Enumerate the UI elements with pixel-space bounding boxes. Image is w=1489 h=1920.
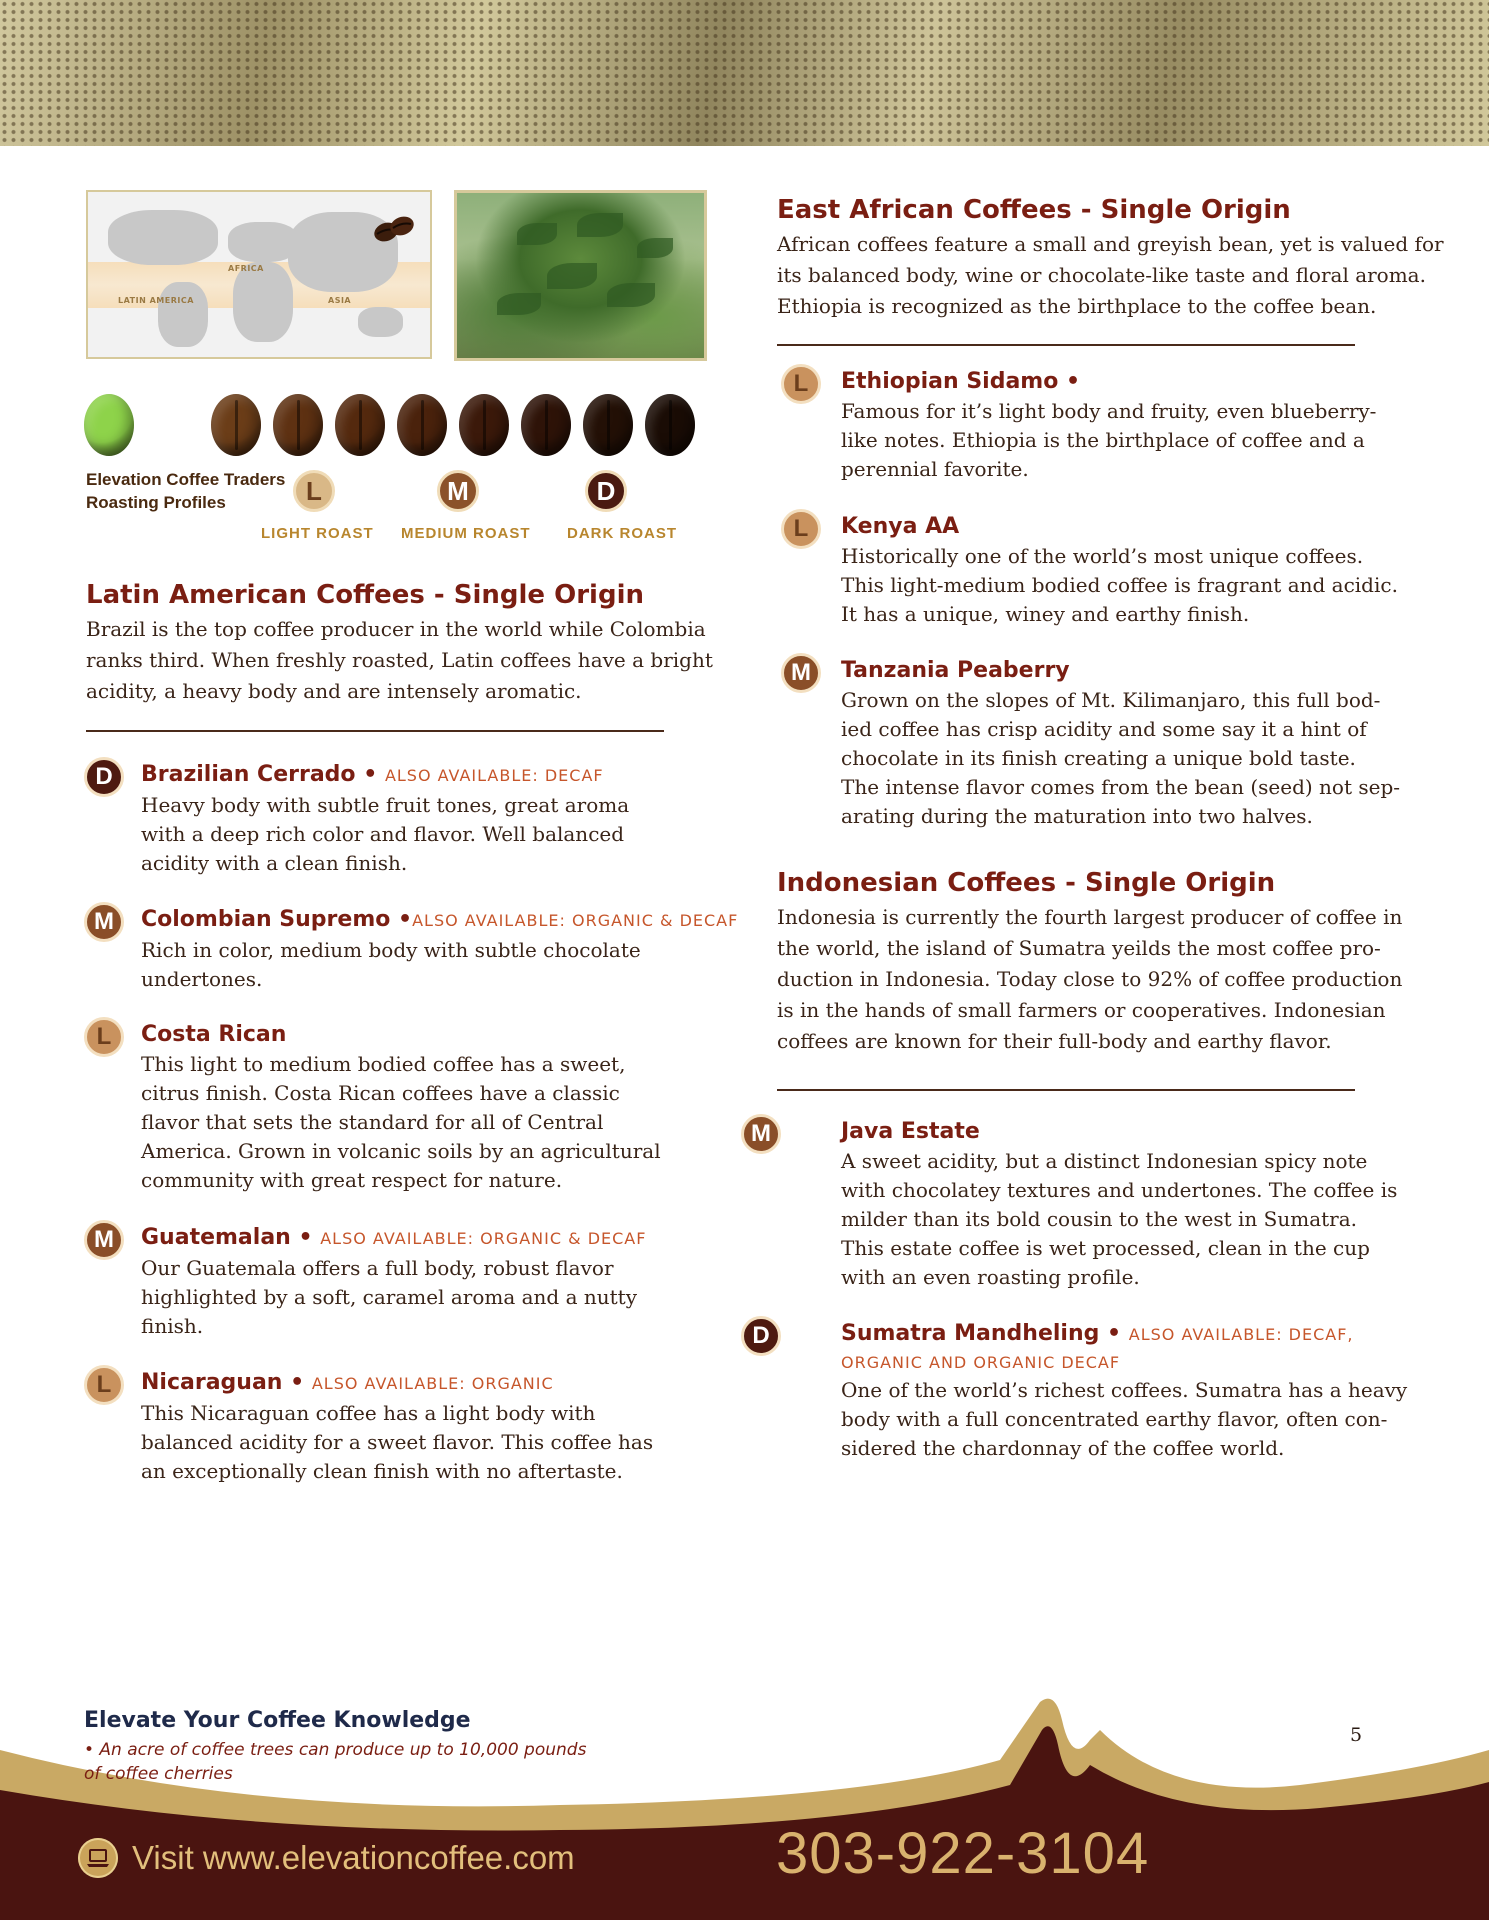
coffee-description-line: flavor that sets the standard for all of Central (141, 1110, 604, 1134)
phone-number[interactable]: 303-922-3104 (776, 1821, 1150, 1886)
coffee-name: Tanzania Peaberry (841, 658, 1070, 683)
east-african-body-line: African coffees feature a small and greyish bean, yet is valued for (777, 232, 1444, 256)
roast-level-badge: M (84, 902, 124, 942)
coffee-description-line: The intense flavor comes from the bean (seed) not sep- (841, 775, 1401, 799)
coffee-item (84, 1223, 764, 1341)
roasted-bean (397, 394, 447, 456)
roast-level-badge: M (741, 1114, 781, 1154)
name-separator: • (390, 907, 413, 932)
coffee-item (741, 1117, 1461, 1292)
also-available-note: ALSO AVAILABLE: DECAF, (1128, 1325, 1354, 1344)
latin-section-body (86, 614, 726, 707)
coffee-item (741, 1319, 1461, 1463)
coffee-description-line: This light-medium bodied coffee is fragrant and acidic. (841, 573, 1398, 597)
map-north-america (108, 210, 218, 265)
coffee-description-line: arating during the maturation into two halves. (841, 804, 1313, 828)
coffee-description-line: with an even roasting profile. (841, 1265, 1140, 1289)
indonesian-section-body (777, 902, 1457, 1057)
roasted-bean (211, 394, 261, 456)
coffee-name-line (841, 1319, 1461, 1350)
map-south-america (158, 282, 208, 347)
dark-roast-badge: D (585, 470, 627, 512)
burlap-banner (0, 0, 1489, 146)
roast-level-badge: L (781, 509, 821, 549)
coffee-description-line: like notes. Ethiopia is the birthplace of coffee and a (841, 428, 1365, 452)
roasted-bean (273, 394, 323, 456)
coffee-description-line: body with a full concentrated earthy flavor, often con- (841, 1407, 1388, 1431)
latin-section-title: Latin American Coffees - Single Origin (86, 580, 644, 610)
indonesian-divider (777, 1089, 1355, 1091)
indonesian-body-line: duction in Indonesia. Today close to 92% of coffee production (777, 967, 1403, 991)
east-african-section-title: East African Coffees - Single Origin (777, 195, 1291, 225)
coffee-name-line (141, 1223, 764, 1254)
coffee-description-line: balanced acidity for a sweet flavor. This coffee has (141, 1430, 654, 1454)
name-separator: • (1058, 369, 1081, 394)
light-roast-label: LIGHT ROAST (261, 525, 374, 542)
map-label-africa: AFRICA (228, 264, 264, 273)
coffee-description-line: finish. (141, 1314, 204, 1338)
coffee-description-line: America. Grown in volcanic soils by an agricultural (141, 1139, 661, 1163)
coffee-name-line (141, 1368, 764, 1399)
coffee-description-line: perennial favorite. (841, 457, 1029, 481)
coffee-description-line: undertones. (141, 967, 263, 991)
latin-divider (86, 730, 664, 732)
website-url[interactable]: Visit www.elevationcoffee.com (132, 1839, 575, 1876)
latin-body-line: Brazil is the top coffee producer in the world while Colombia (86, 617, 706, 641)
coffee-name: Costa Rican (141, 1022, 287, 1047)
coffee-name: Brazilian Cerrado (141, 762, 356, 787)
medium-roast-badge: M (437, 470, 479, 512)
coffee-plant-photo (454, 190, 707, 361)
leaf (637, 238, 673, 258)
medium-roast-label: MEDIUM ROAST (401, 525, 531, 542)
latin-body-line: ranks third. When freshly roasted, Latin coffees have a bright (86, 648, 713, 672)
coffee-name-line (841, 512, 1461, 542)
coffee-description-line: This light to medium bodied coffee has a sweet, (141, 1052, 626, 1076)
coffee-description-line: One of the world’s richest coffees. Sumatra has a heavy (841, 1378, 1408, 1402)
light-roast-badge: L (293, 470, 335, 512)
coffee-name: Java Estate (841, 1119, 980, 1144)
green-bean (84, 394, 134, 456)
east-african-section-body (777, 229, 1457, 322)
coffee-item (781, 367, 1461, 484)
coffee-name-line (141, 1020, 764, 1050)
coffee-item (781, 512, 1461, 629)
coffee-description-line: highlighted by a soft, caramel aroma and a nutty (141, 1285, 637, 1309)
map-australia (358, 307, 403, 337)
coffee-description-line: with a deep rich color and flavor. Well balanced (141, 822, 625, 846)
coffee-name: Sumatra Mandheling (841, 1321, 1100, 1346)
roasting-profiles-title (86, 468, 285, 514)
east-african-body-line: its balanced body, wine or chocolate-like taste and floral aroma. (777, 263, 1426, 287)
tip-title: Elevate Your Coffee Knowledge (84, 1708, 471, 1733)
coffee-item (781, 656, 1461, 831)
roasting-title-line2: Roasting Profiles (86, 493, 226, 512)
map-africa (233, 262, 293, 342)
indonesian-section-title: Indonesian Coffees - Single Origin (777, 868, 1276, 898)
dark-roast-label: DARK ROAST (567, 525, 677, 542)
east-african-divider (777, 344, 1355, 346)
roasted-bean (459, 394, 509, 456)
laptop-icon (78, 1838, 118, 1878)
coffee-description-line: Famous for it’s light body and fruity, even blueberry- (841, 399, 1377, 423)
map-label-asia: ASIA (328, 296, 352, 305)
roasted-bean (335, 394, 385, 456)
coffee-description-line: chocolate in its finish creating a unique bold taste. (841, 746, 1356, 770)
name-separator: • (290, 1225, 321, 1250)
coffee-item (84, 760, 764, 878)
east-african-body-line: Ethiopia is recognized as the birthplace to the coffee bean. (777, 294, 1377, 318)
coffee-description-line: Grown on the slopes of Mt. Kilimanjaro, this full bod- (841, 688, 1381, 712)
name-separator: • (282, 1370, 312, 1395)
coffee-name: Colombian Supremo (141, 907, 391, 932)
latin-body-line: acidity, a heavy body and are intensely aromatic. (86, 679, 582, 703)
also-available-note: ORGANIC AND ORGANIC DECAF (841, 1353, 1121, 1372)
tip-text (84, 1738, 644, 1786)
tip-text-line: of coffee cherries (84, 1764, 233, 1784)
coffee-description-line: citrus finish. Costa Rican coffees have a classic (141, 1081, 620, 1105)
coffee-item (84, 1368, 764, 1486)
coffee-description-line: milder than its bold cousin to the west in Sumatra. (841, 1207, 1358, 1231)
coffee-name-line (841, 1117, 1461, 1147)
coffee-description-line: with chocolatey textures and undertones. The coffee is (841, 1178, 1398, 1202)
leaf (547, 263, 597, 289)
leaf (517, 223, 557, 245)
name-separator: • (355, 762, 385, 787)
world-map-image (86, 190, 432, 359)
coffee-description-line: community with great respect for nature. (141, 1168, 563, 1192)
also-available-note: ALSO AVAILABLE: ORGANIC & DECAF (320, 1229, 647, 1248)
coffee-description-line: Heavy body with subtle fruit tones, great aroma (141, 793, 630, 817)
coffee-description-line: Our Guatemala offers a full body, robust flavor (141, 1256, 614, 1280)
coffee-description-line: sidered the chardonnay of the coffee world. (841, 1436, 1285, 1460)
roast-level-badge: D (84, 757, 124, 797)
roast-level-badge: M (84, 1220, 124, 1260)
roast-scale-beans (84, 394, 704, 458)
indonesian-body-line: is in the hands of small farmers or cooperatives. Indonesian (777, 998, 1386, 1022)
also-available-note: ALSO AVAILABLE: DECAF (384, 766, 604, 785)
map-label-latin-america: LATIN AMERICA (118, 296, 194, 305)
indonesian-body-line: Indonesia is currently the fourth largest producer of coffee in (777, 905, 1403, 929)
coffee-description-line: This Nicaraguan coffee has a light body with (141, 1401, 596, 1425)
visit-website-link[interactable] (78, 1838, 575, 1878)
coffee-description-line: an exceptionally clean finish with no aftertaste. (141, 1459, 623, 1483)
coffee-description-line: acidity with a clean finish. (141, 851, 408, 875)
coffee-name: Ethiopian Sidamo (841, 369, 1059, 394)
coffee-description-line: This estate coffee is wet processed, clean in the cup (841, 1236, 1370, 1260)
also-available-note: ALSO AVAILABLE: ORGANIC (311, 1374, 554, 1393)
roast-level-badge: L (84, 1017, 124, 1057)
indonesian-body-line: the world, the island of Sumatra yeilds the most coffee pro- (777, 936, 1381, 960)
roast-level-badge: L (781, 364, 821, 404)
leaf (577, 213, 623, 237)
name-separator: • (1099, 1321, 1129, 1346)
leaf (607, 283, 655, 307)
roasted-bean (583, 394, 633, 456)
roast-level-badge: D (741, 1316, 781, 1356)
also-available-note: ALSO AVAILABLE: ORGANIC & DECAF (412, 911, 739, 930)
coffee-description-line: ied coffee has crisp acidity and some say it a hint of (841, 717, 1367, 741)
coffee-description-line: Rich in color, medium body with subtle chocolate (141, 938, 641, 962)
coffee-name-line (141, 760, 764, 791)
roasting-title-line1: Elevation Coffee Traders (86, 470, 286, 489)
indonesian-body-line: coffees are known for their full-body and earthy flavor. (777, 1029, 1332, 1053)
coffee-name: Guatemalan (141, 1225, 291, 1250)
coffee-description-line: It has a unique, winey and earthy finish. (841, 602, 1250, 626)
tip-text-line: • An acre of coffee trees can produce up to 10,000 pounds (84, 1740, 587, 1760)
coffee-name-line (141, 905, 764, 936)
coffee-description-line: Historically one of the world’s most unique coffees. (841, 544, 1364, 568)
leaf (497, 293, 541, 315)
coffee-name: Kenya AA (841, 514, 960, 539)
coffee-beans-icon (372, 212, 416, 246)
roast-level-badge: M (781, 653, 821, 693)
roast-level-badge: L (84, 1365, 124, 1405)
roasted-bean (645, 394, 695, 456)
roasted-bean (521, 394, 571, 456)
coffee-item (84, 905, 764, 994)
coffee-item (84, 1020, 764, 1195)
page-number: 5 (1350, 1724, 1363, 1746)
coffee-name-line (841, 367, 1461, 397)
coffee-name-line (841, 656, 1461, 686)
coffee-description-line: A sweet acidity, but a distinct Indonesian spicy note (841, 1149, 1368, 1173)
coffee-name: Nicaraguan (141, 1370, 283, 1395)
